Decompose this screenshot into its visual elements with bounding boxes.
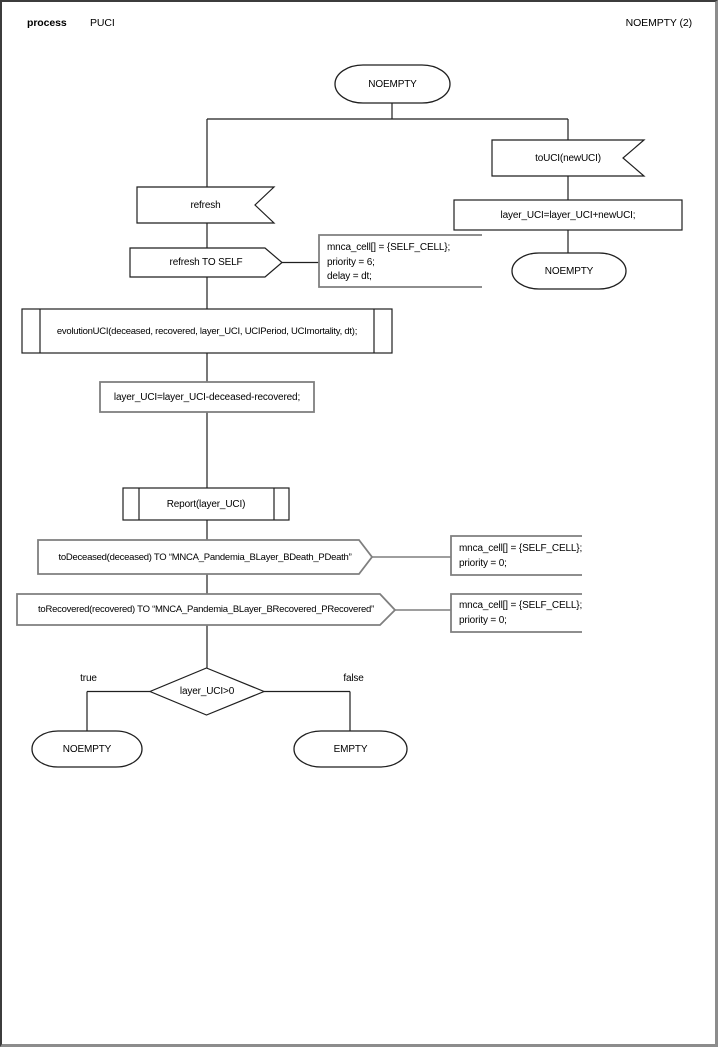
procedure-report-label: Report(layer_UCI) xyxy=(166,498,246,510)
task-add-newuci-label: layer_UCI=layer_UCI+newUCI; xyxy=(500,209,636,221)
state-noempty-right-label: NOEMPTY xyxy=(544,265,594,277)
comment-line: priority = 6; xyxy=(327,256,375,268)
branch-label-true: true xyxy=(80,672,97,684)
state-empty-false-label: EMPTY xyxy=(333,743,368,755)
comment-refresh-params xyxy=(327,241,479,285)
decision-layer-uci-label: layer_UCI>0 xyxy=(179,686,235,697)
output-todeceased-label: toDeceased(deceased) TO “MNCA_Pandemia_BLayer_BDeath_PDeath” xyxy=(58,551,352,563)
comment-todeceased-params xyxy=(459,542,583,571)
process-name: PUCI xyxy=(90,17,115,29)
comment-line: mnca_cell[] = {SELF_CELL}; xyxy=(327,242,451,253)
output-refresh-to-self-label: refresh TO SELF xyxy=(169,257,243,268)
state-noempty-true-label: NOEMPTY xyxy=(62,743,112,755)
input-touci-label: toUCI(newUCI) xyxy=(535,152,601,164)
diagram-kind-label: process xyxy=(27,17,67,29)
comment-line: delay = dt; xyxy=(327,271,372,283)
comment-line: mnca_cell[] = {SELF_CELL}; xyxy=(459,543,583,554)
comment-line: priority = 0; xyxy=(459,614,507,626)
comment-line: mnca_cell[] = {SELF_CELL}; xyxy=(459,600,583,611)
comment-line: priority = 0; xyxy=(459,557,507,569)
page-title: NOEMPTY (2) xyxy=(625,17,692,29)
branch-label-false: false xyxy=(343,672,364,684)
state-noempty-start-label: NOEMPTY xyxy=(368,78,417,90)
procedure-evolutionuci-label: evolutionUCI(deceased, recovered, layer_UCI, UCIPeriod, UCImortality, dt); xyxy=(56,325,358,337)
input-refresh-label: refresh xyxy=(190,199,221,211)
comment-torecovered-params xyxy=(459,599,583,628)
output-torecovered-label: toRecovered(recovered) TO “MNCA_Pandemia_BLayer_BRecovered_PRecovered” xyxy=(38,604,374,615)
task-subtract-label: layer_UCI=layer_UCI-deceased-recovered; xyxy=(113,391,301,403)
